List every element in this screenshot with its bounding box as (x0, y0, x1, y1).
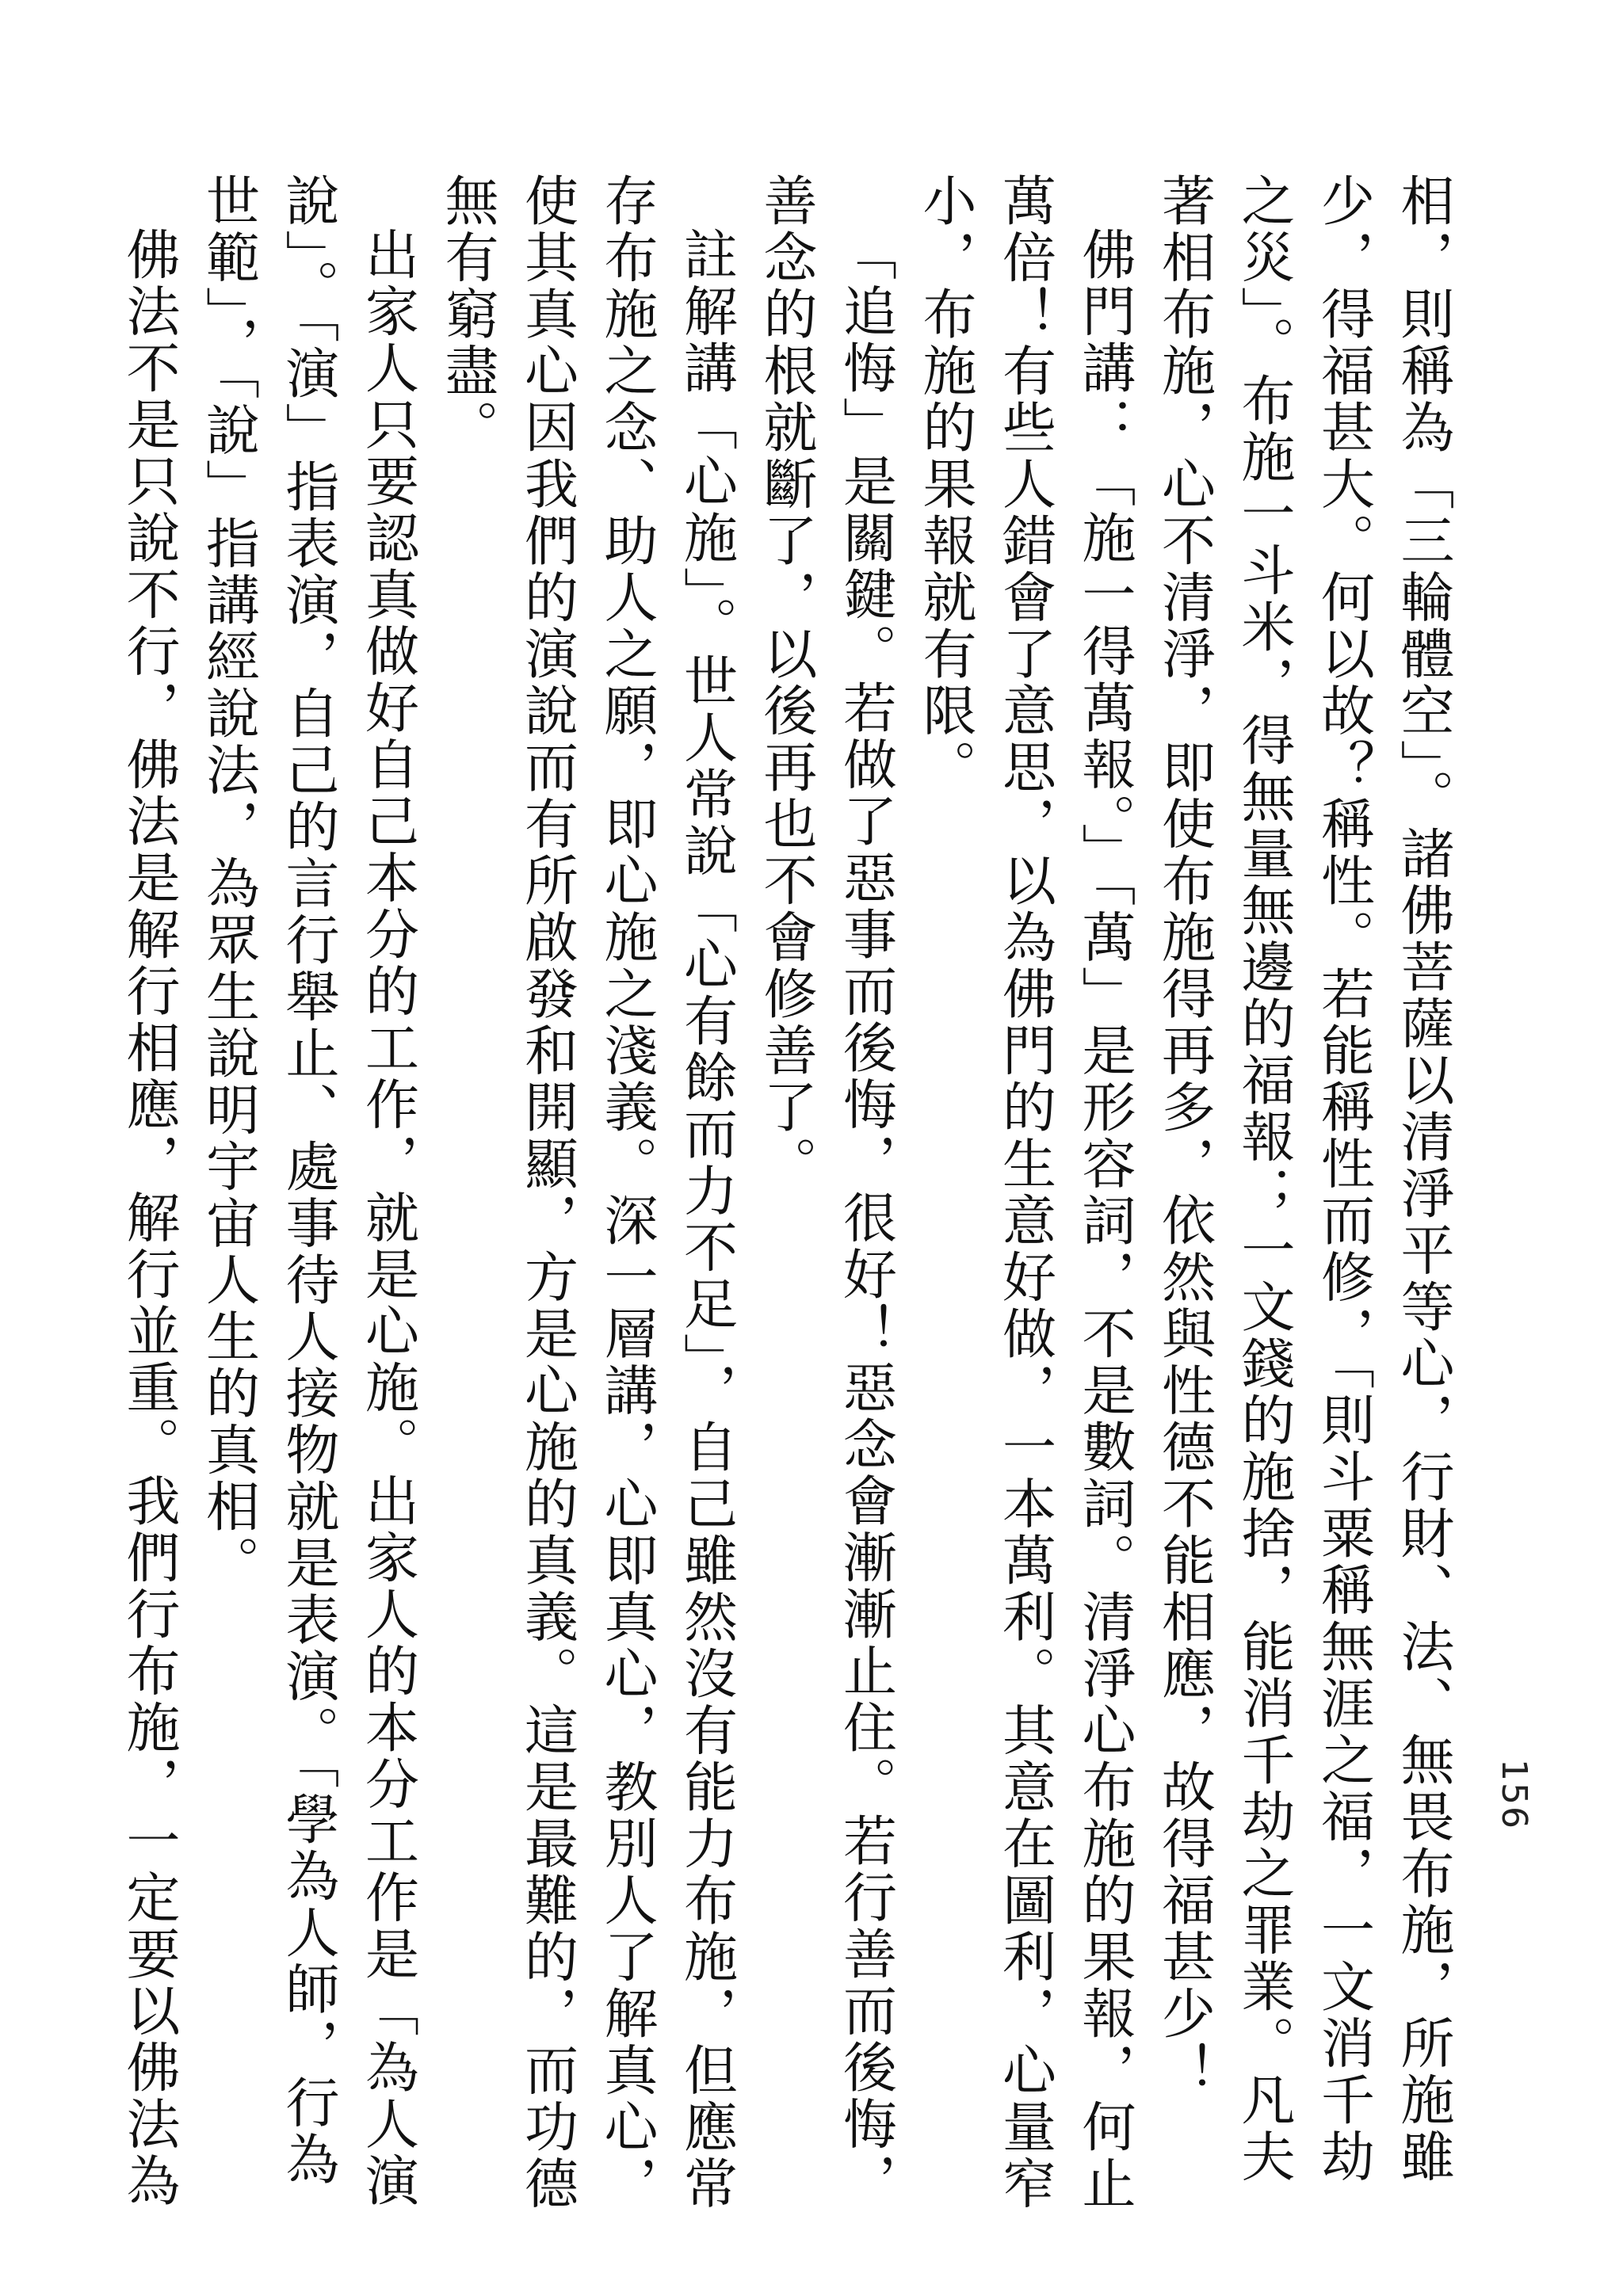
page-number: 156 (1494, 1759, 1534, 1830)
paragraph-1: 相，則稱為「三輪體空」。諸佛菩薩以清淨平等心，行財、法、無畏布施，所施雖少，得福甚大。何以故？稱性。若能稱性而修，「則斗粟稱無涯之福，一文消千劫之災」。布施一斗米，得無量無邊的福報；一文錢的施捨，能消千劫之罪業。凡夫著相布施，心不清淨，即使布施得再多，依然與性德不能相應，故得福甚少！ (1152, 173, 1454, 2185)
paragraph-5: 出家人只要認真做好自己本分的工作，就是心施。出家人的本分工作是「為人演說」。「演」指表演，自己的言行舉止、處事待人接物就是表演。「學為人師，行為世範」，「說」指講經說法，為眾生說明宇宙人生的真相。 (197, 173, 419, 2210)
body-text (117, 173, 1462, 2233)
paragraph-6: 佛法不是只說不行，佛法是解行相應，解行並重。我們行布施，一定要以佛法為 (117, 227, 180, 2210)
paragraph-3: 「追悔」是關鍵。若做了惡事而後悔，很好！惡念會漸漸止住。若行善而後悔，善念的根就斷了，以後再也不會修善了。 (754, 173, 897, 2210)
paragraph-2: 佛門講：「施一得萬報。」「萬」是形容詞，不是數詞。清淨心布施的果報，何止萬倍！有些人錯會了意思，以為佛門的生意好做，一本萬利。其意在圖利，心量窄小，布施的果報就有限。 (914, 173, 1136, 2212)
paragraph-4: 註解講「心施」。世人常說「心有餘而力不足」，自己雖然沒有能力布施，但應常存布施之念、助人之願，即心施之淺義。深一層講，心即真心，教別人了解真心，使其真心因我們的演說而有所啟發和開顯，方是心施的真義。這是最難的，而功德無有窮盡。 (436, 173, 738, 2212)
